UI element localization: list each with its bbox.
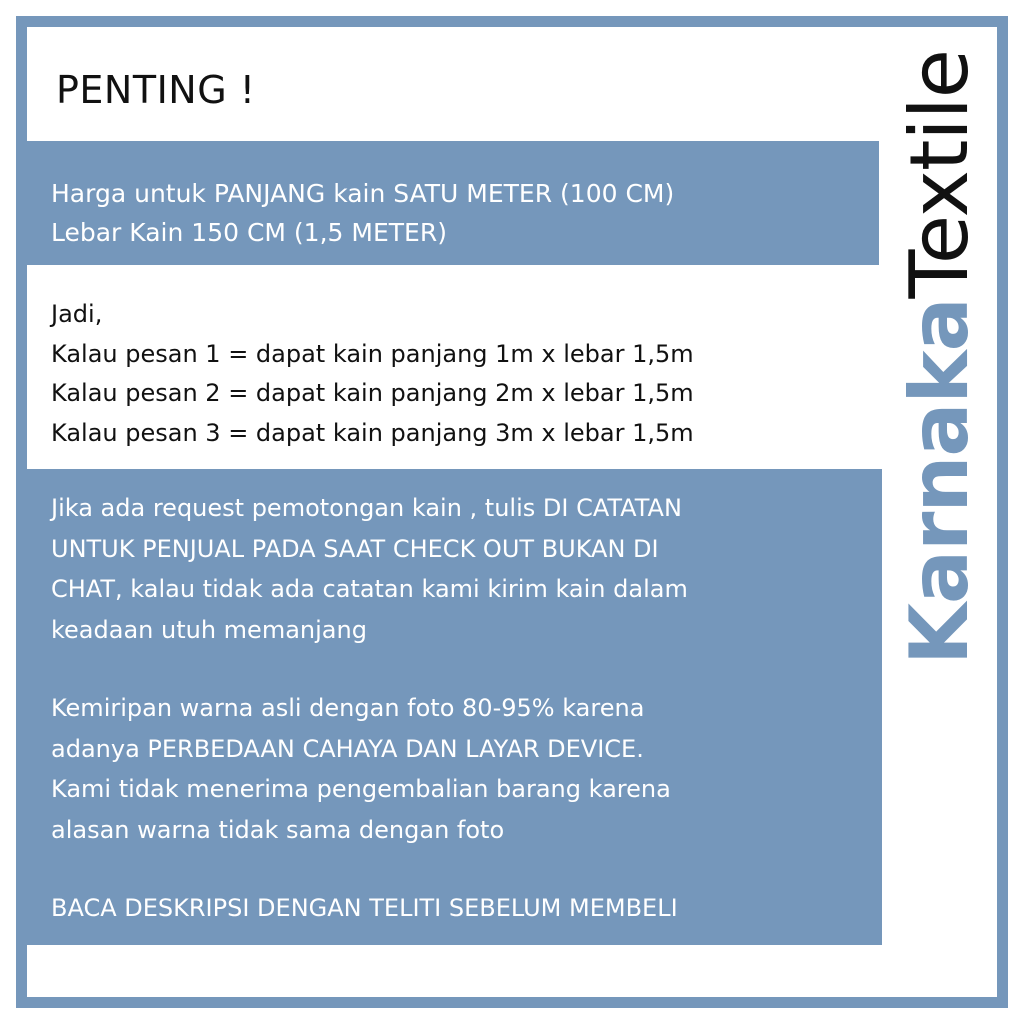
example-line-3: Kalau pesan 3 = dapat kain panjang 3m x lebar 1,5m <box>51 418 694 447</box>
price-length-text: Harga untuk PANJANG kain SATU METER (100 CM) <box>51 179 675 208</box>
price-info-box <box>27 141 879 265</box>
cutting-note-line: keadaan utuh memanjang <box>51 615 367 644</box>
color-note-line: adanya PERBEDAAN CAHAYA DAN LAYAR DEVICE. <box>51 734 644 763</box>
spacer <box>51 850 882 888</box>
spacer <box>51 650 882 688</box>
color-note <box>51 688 882 850</box>
closing-note: BACA DESKRIPSI DENGAN TELITI SEBELUM MEMBELI <box>51 894 678 922</box>
color-note-line: Kami tidak menerima pengembalian barang karena <box>51 775 671 803</box>
price-width-text: Lebar Kain 150 CM (1,5 METER) <box>51 218 447 247</box>
notice-heading: PENTING ! <box>56 68 256 112</box>
color-note-line: alasan warna tidak sama dengan foto <box>51 815 505 844</box>
brand-name-part2: Textile <box>893 49 986 299</box>
policy-notes-box <box>27 469 882 945</box>
brand-logo <box>893 49 986 665</box>
cutting-note-line: UNTUK PENJUAL PADA SAAT CHECK OUT BUKAN DI <box>51 534 659 563</box>
brand-name-part1: Karnaka <box>893 298 986 665</box>
example-line-1: Kalau pesan 1 = dapat kain panjang 1m x lebar 1,5m <box>51 339 694 368</box>
cutting-note <box>51 488 882 650</box>
order-examples <box>51 295 694 453</box>
color-note-line: Kemiripan warna asli dengan foto 80-95% karena <box>51 694 645 722</box>
examples-intro: Jadi, <box>51 300 103 328</box>
example-line-2: Kalau pesan 2 = dapat kain panjang 2m x lebar 1,5m <box>51 379 694 407</box>
cutting-note-line: Jika ada request pemotongan kain , tulis DI CATATAN <box>51 494 682 522</box>
cutting-note-line: CHAT, kalau tidak ada catatan kami kirim kain dalam <box>51 575 688 603</box>
